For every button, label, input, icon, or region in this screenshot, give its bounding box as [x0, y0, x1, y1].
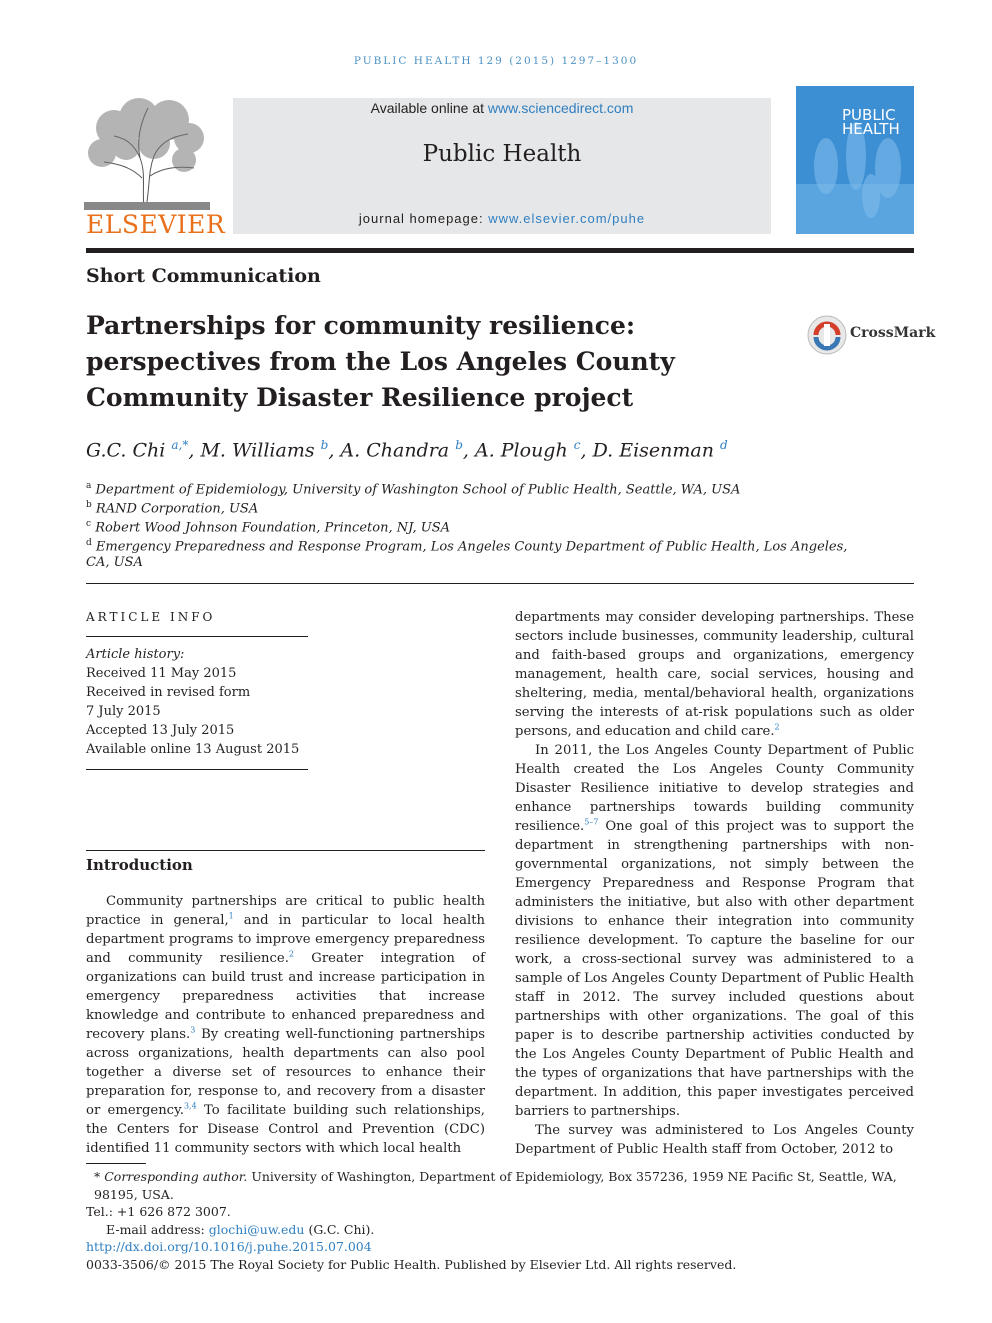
history-item: Accepted 13 July 2015 — [86, 723, 235, 738]
journal-cover-image — [796, 86, 914, 234]
crossmark-label: CrossMark — [850, 325, 936, 341]
affiliation-key: b — [86, 500, 92, 510]
available-online — [233, 100, 771, 116]
citation-link[interactable]: 1 — [228, 911, 234, 921]
history-item: Received 11 May 2015 — [86, 666, 237, 681]
paragraph: In 2011, the Los Angeles County Department of Public Health created the Los Angeles County Community Disaster Resilience initiative to develop strategies and enhance partnerships towards building community resilience.$^{5-7}$ One goal of this project was to support the department in strengthening partnerships with non-governmental organizations, not simply between the Emergency Preparedness and Response Program that administers the initiative, but also with other department divisions to enhance their integration into community resilience development. To capture the baseline for our work, a cross-sectional survey was administered to a sample of Los Angeles County Department of Public Health staff in 2012. The survey included questions about partnerships with other organizations. The goal of this paper is to describe partnership activities conducted by the Los Angeles County Department of Public Health and the types of organizations that have partnerships with the department. In addition, this paper investigates perceived barriers to partnerships. — [515, 743, 914, 1119]
article-history — [86, 645, 308, 759]
author-name[interactable]: G.C. Chi — [86, 439, 166, 462]
author-name[interactable]: A. Plough — [474, 439, 568, 462]
paragraph: The survey was administered to Los Angeles County Department of Public Health staff from October, 2012 to — [515, 1123, 914, 1157]
copyright: 0033-3506/© 2015 The Royal Society for Public Health. Published by Elsevier Ltd. All rights reserved. — [86, 1256, 737, 1272]
author-separator: , — [188, 439, 201, 462]
article-info-rule-bottom — [86, 769, 308, 770]
available-prefix: Available online at — [370, 100, 488, 116]
citation-link[interactable]: 3 — [190, 1025, 196, 1035]
author-separator: , — [328, 439, 341, 462]
author-affiliation-marker[interactable]: c — [573, 438, 581, 452]
author-affiliation-marker[interactable]: d — [720, 438, 728, 452]
introduction-body — [86, 892, 485, 1158]
affiliation-text: Department of Epidemiology, University of Washington School of Public Health, Seattle, WA, USA — [95, 482, 741, 498]
author-name[interactable]: A. Chandra — [340, 439, 450, 462]
citation-link[interactable]: 5–7 — [584, 817, 599, 827]
author-affiliation-marker[interactable]: a,* — [171, 438, 189, 452]
crossmark-icon — [806, 314, 848, 356]
author-name[interactable]: D. Eisenman — [592, 439, 714, 462]
history-item: 7 July 2015 — [86, 704, 161, 719]
affiliation-key: c — [86, 519, 92, 529]
history-item: Available online 13 August 2015 — [86, 742, 300, 757]
author-name[interactable]: M. Williams — [200, 439, 315, 462]
author-list — [86, 438, 728, 461]
section-rule — [86, 583, 914, 584]
affiliation-d — [86, 534, 847, 556]
telephone: Tel.: +1 626 872 3007. — [86, 1204, 231, 1219]
paragraph: departments may consider developing partnerships. These sectors include businesses, community leadership, cultural and faith-based groups and organizations, emergency management, health care, social services, housing and sheltering, media, mental/behavioral health, organizations serving the interests of at-risk populations such as older persons, and education and child care.$^2$ — [515, 610, 914, 739]
footnotes — [86, 1168, 914, 1273]
body-right-column — [515, 608, 914, 1159]
author-separator: , — [462, 439, 475, 462]
author-affiliation-marker[interactable]: b — [455, 438, 463, 452]
homepage-prefix: journal homepage: — [358, 211, 489, 226]
cover-title-line2: HEALTH — [842, 120, 900, 138]
paragraph: Community partnerships are critical to public health practice in general,$^1$ and in particular to local health department programs to improve emergency preparedness and community resilience.$^2$ Greater integration of organizations can build trust and increase participation in emergency preparedness activities that increase knowledge and contribute to enhanced preparedness and recovery plans.$^3$ By creating well-functioning partnerships across organizations, health departments can also pool together a diverse set of resources to enhance their preparation for, response to, and recovery from a disaster or emergency.$^{3,4}$ To facilitate building such relationships, the Centers for Disease Control and Prevention (CDC) identified 11 community sectors with which local health — [86, 894, 486, 1156]
article-title: Partnerships for community resilience: perspectives from the Los Angeles County Community Disaster Resilience project — [86, 311, 675, 412]
header-rule — [86, 248, 914, 253]
email-link[interactable]: glochi@uw.edu — [208, 1221, 305, 1237]
homepage-link[interactable]: www.elsevier.com/puhe — [488, 211, 646, 226]
citation-link[interactable]: 3,4 — [183, 1101, 197, 1111]
author-separator: , — [580, 439, 593, 462]
sciencedirect-link[interactable]: www.sciencedirect.com — [487, 100, 634, 116]
affiliation-key: a — [86, 481, 92, 491]
elsevier-logo-text: ELSEVIER — [86, 210, 226, 239]
introduction-rule — [86, 850, 485, 851]
affiliation-text: Emergency Preparedness and Response Program, Los Angeles County Department of Public Health, Los Angeles, — [95, 539, 848, 555]
doi-link[interactable]: http://dx.doi.org/10.1016/j.puhe.2015.07.004 — [86, 1239, 372, 1254]
citation-link[interactable]: 2 — [288, 949, 294, 959]
article-info-heading: ARTICLE INFO — [86, 610, 216, 624]
cover-title-line1: PUBLIC — [842, 106, 896, 124]
history-item: Received in revised form — [86, 685, 251, 700]
footnote-rule — [86, 1163, 146, 1164]
journal-homepage — [233, 211, 771, 226]
running-head: PUBLIC HEALTH 129 (2015) 1297–1300 — [353, 55, 639, 67]
affiliation-d-cont: CA, USA — [86, 555, 143, 570]
affiliation-text: Robert Wood Johnson Foundation, Princeton, NJ, USA — [95, 520, 451, 536]
history-label: Article history: — [86, 647, 185, 662]
email-line: E-mail address: glochi@uw.edu (G.C. Chi). — [106, 1221, 375, 1237]
citation-link[interactable]: 2 — [774, 722, 780, 732]
journal-name: Public Health — [422, 141, 582, 167]
affiliation-key: d — [86, 538, 92, 548]
corresponding-author-note: * Corresponding author. University of Washington, Department of Epidemiology, Box 357236, 1959 NE Pacific St, Seattle, WA, 98195, USA. — [94, 1169, 897, 1202]
author-affiliation-marker[interactable]: b — [320, 438, 329, 452]
article-type: Short Communication — [86, 265, 321, 287]
article-info-rule — [86, 636, 308, 637]
affiliation-text: RAND Corporation, USA — [95, 501, 259, 517]
introduction-heading: Introduction — [86, 856, 193, 874]
